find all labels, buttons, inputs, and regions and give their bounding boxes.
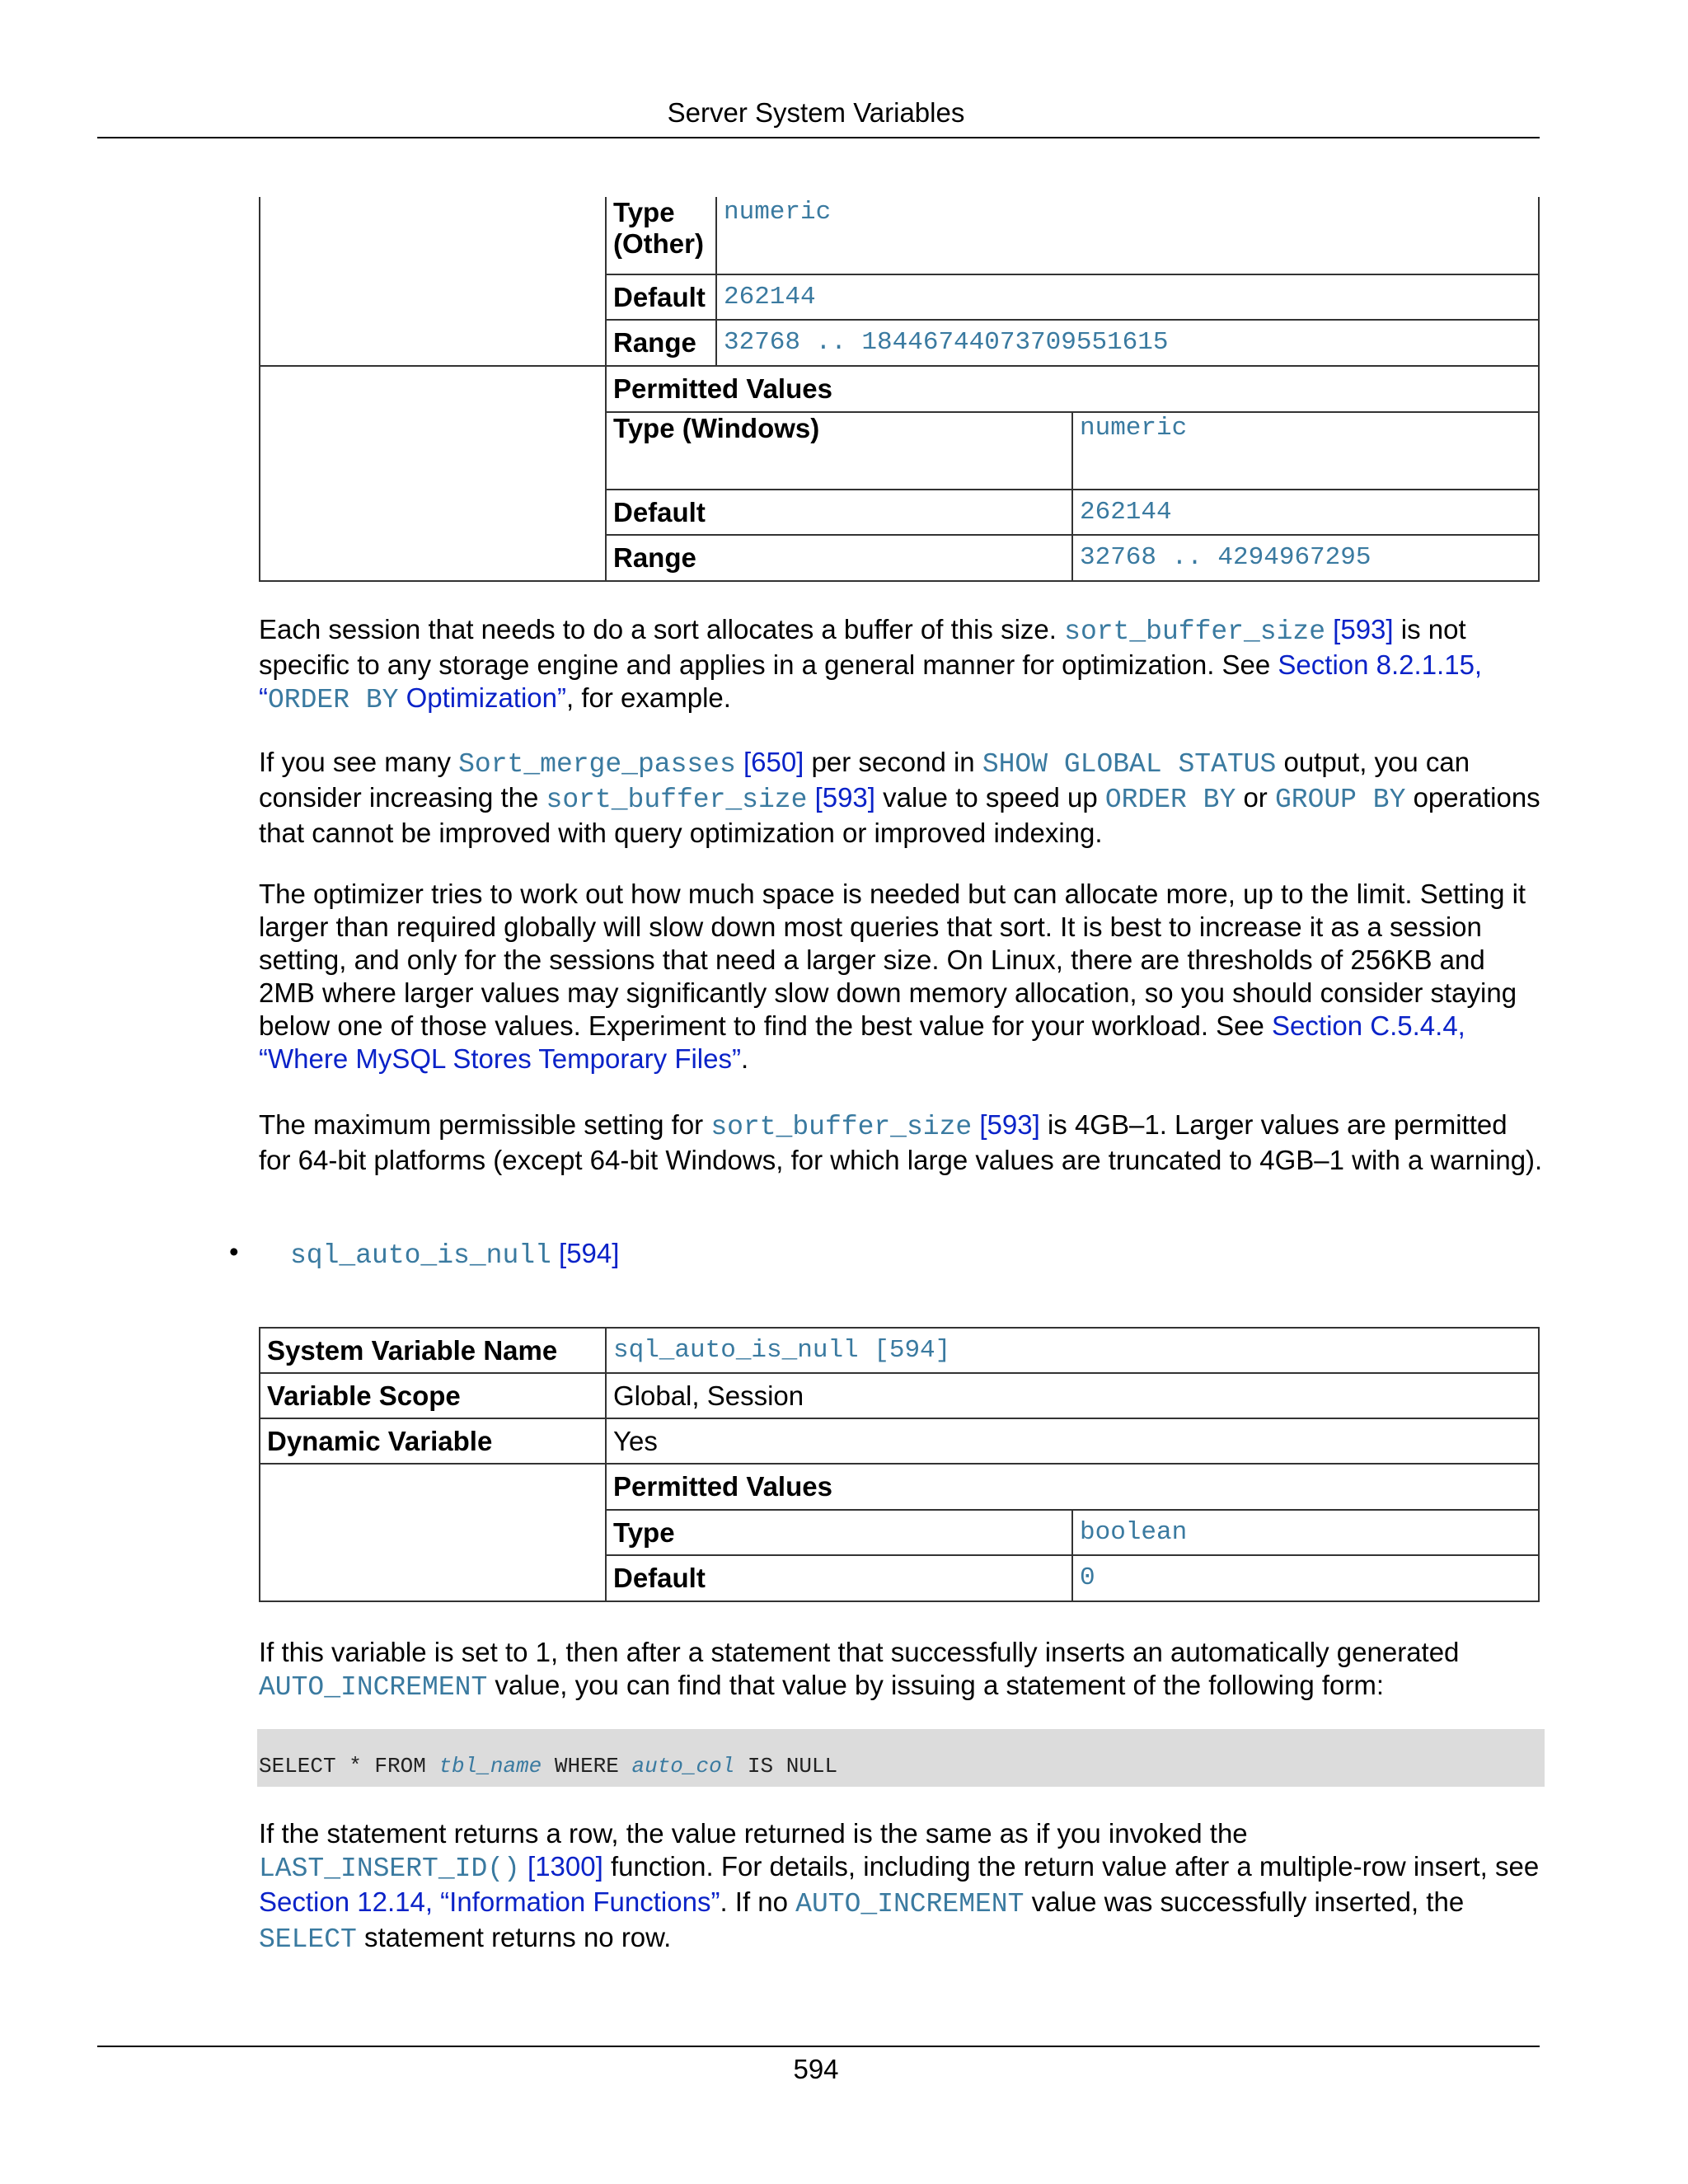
code-keyword: WHERE <box>542 1754 632 1779</box>
table-empty-cell <box>260 197 606 366</box>
row-label: Default <box>607 1555 1072 1601</box>
row-value: Global, Session <box>606 1373 1539 1418</box>
text: If this variable is set to 1, then after a statement that successfully inserts an automatically generated <box>259 1637 1460 1667</box>
text: is not specific to any storage engine and applies in a general manner for optimization. See <box>259 614 1466 680</box>
permitted-values <box>606 1464 1539 1601</box>
table-row <box>260 1418 1539 1464</box>
code-line <box>259 1754 837 1779</box>
table-row <box>607 320 1538 365</box>
row-value: numeric <box>716 197 1538 274</box>
table-header-row <box>607 367 1538 412</box>
text: If you see many <box>259 747 459 777</box>
row-label: Range <box>607 535 1072 580</box>
sort-buffer-size-table <box>259 197 1540 582</box>
text: . If no <box>720 1886 796 1917</box>
row-label: System Variable Name <box>260 1328 606 1373</box>
ref-link[interactable]: [650] <box>743 747 804 777</box>
ref-link[interactable]: [593] <box>814 782 875 813</box>
section-link[interactable]: Section C.5.4.4, “Where MySQL Stores Temporary Files” <box>259 1010 1465 1074</box>
text: value was successfully inserted, the <box>1024 1886 1465 1917</box>
row-label: Type (Other) <box>607 197 716 274</box>
code-show-global-status: SHOW GLOBAL STATUS <box>982 749 1277 780</box>
table-empty-cell <box>260 1464 606 1601</box>
table-row <box>260 1373 1539 1418</box>
ref-link[interactable]: [1300] <box>528 1851 603 1882</box>
code-sort-buffer-size[interactable]: sort_buffer_size <box>546 785 808 815</box>
row-label: Type (Windows) <box>607 412 1072 490</box>
text: value, you can find that value by issuing a statement of the following form: <box>487 1670 1385 1700</box>
code-sort-buffer-size[interactable]: sort_buffer_size <box>1064 616 1325 647</box>
row-value: 262144 <box>1072 490 1538 535</box>
paragraph-optimizer <box>259 878 1545 1076</box>
text: . <box>740 1043 749 1074</box>
table-row <box>607 197 1538 274</box>
row-value: numeric <box>1072 412 1538 490</box>
section-link[interactable]: Section 12.14, “Information Functions” <box>259 1886 720 1917</box>
text: is 4GB–1. Larger values are permitted for 64-bit platforms (except 64-bit Windows, for which large values are truncated to 4GB–1 with a warning). <box>259 1109 1543 1175</box>
text: If the statement returns a row, the value returned is the same as if you invoked the <box>259 1818 1248 1849</box>
code-sort-merge-passes[interactable]: Sort_merge_passes <box>458 749 736 780</box>
code-sql-auto-is-null[interactable]: sql_auto_is_null <box>290 1240 551 1271</box>
text: statement returns no row. <box>356 1922 672 1952</box>
text: or <box>1236 782 1275 813</box>
ref-link[interactable]: [593] <box>979 1109 1040 1140</box>
row-label: Default <box>607 274 716 320</box>
code-example <box>257 1729 1545 1787</box>
table-row <box>607 1555 1538 1601</box>
text: function. For details, including the return value after a multiple-row insert, see <box>603 1851 1540 1882</box>
code-auto-increment: AUTO_INCREMENT <box>795 1889 1025 1919</box>
ref-link[interactable]: [593] <box>1333 614 1394 644</box>
text: The maximum permissible setting for <box>259 1109 711 1140</box>
code-sort-buffer-size[interactable]: sort_buffer_size <box>710 1112 973 1142</box>
header-rule <box>97 137 1540 138</box>
row-label: Type <box>607 1510 1072 1555</box>
row-value: 32768 .. 4294967295 <box>1080 543 1372 572</box>
paragraph-auto-increment <box>259 1636 1545 1704</box>
table-empty-cell <box>260 366 606 581</box>
permitted-values-other <box>606 197 1539 366</box>
permitted-values-label: Permitted Values <box>607 367 1538 412</box>
text: Each session that needs to do a sort allocates a buffer of this size. <box>259 614 1065 644</box>
row-label: Default <box>607 490 1072 535</box>
table-row <box>607 535 1538 580</box>
table-row <box>607 274 1538 320</box>
row-value: Yes <box>606 1418 1539 1464</box>
ref-link[interactable]: [594] <box>559 1238 620 1268</box>
row-value: 262144 <box>716 274 1538 320</box>
table-header-row <box>607 1465 1538 1510</box>
row-value: boolean <box>1072 1510 1538 1555</box>
page-number: 594 <box>793 2054 839 2084</box>
text: output, you can consider increasing the <box>259 747 1470 813</box>
table-row <box>607 490 1538 535</box>
code-select: SELECT <box>259 1924 357 1955</box>
code-group-by: GROUP BY <box>1274 785 1406 815</box>
code-placeholder: tbl_name <box>438 1754 542 1779</box>
text: The optimizer tries to work out how much space is needed but can allocate more, up to the limit. Setting it larger than required globally will slow down most queries that sort. It is best to increase it as a session setting, and only for the sessions that need a larger size. On Linux, there are thresholds of 256KB and 2MB where larger values may significantly slow down memory allocation, so you should consider staying below one of those values. Experiment to find the best value for your workload. See <box>259 879 1526 1041</box>
running-header: Server System Variables <box>667 97 965 128</box>
code-placeholder: auto_col <box>631 1754 735 1779</box>
row-value: sql_auto_is_null [594] <box>606 1328 1539 1373</box>
permitted-values-windows <box>606 366 1539 581</box>
variable-heading-sql-auto-is-null <box>290 1238 619 1271</box>
text: per second in <box>804 747 982 777</box>
code-keyword: IS NULL <box>734 1754 838 1779</box>
footer-rule <box>97 2046 1540 2047</box>
row-label: Variable Scope <box>260 1373 606 1418</box>
section-link-quote[interactable]: “ <box>259 682 268 713</box>
section-link-code[interactable]: ORDER BY <box>268 685 399 715</box>
row-value: 32768 .. 18446744073709551615 <box>724 328 1169 357</box>
code-auto-increment: AUTO_INCREMENT <box>259 1672 488 1703</box>
sql-auto-is-null-table <box>259 1327 1540 1602</box>
text: , for example. <box>566 682 731 713</box>
permitted-values-label: Permitted Values <box>607 1465 1538 1510</box>
paragraph-maximum-setting <box>259 1108 1545 1177</box>
text: operations that cannot be improved with query optimization or improved indexing. <box>259 782 1540 848</box>
bullet-marker: • <box>229 1236 239 1267</box>
text: value to speed up <box>874 782 1105 813</box>
section-link[interactable]: Section 8.2.1.15, <box>1278 649 1483 680</box>
code-last-insert-id[interactable]: LAST_INSERT_ID() <box>259 1854 520 1884</box>
paragraph-sort-buffer-intro <box>259 613 1545 717</box>
code-keyword: SELECT * FROM <box>259 1754 439 1779</box>
paragraph-sort-merge-passes <box>259 746 1545 850</box>
section-link-title[interactable]: Optimization” <box>398 682 566 713</box>
table-row <box>260 1328 1539 1373</box>
row-value: 0 <box>1080 1563 1095 1592</box>
row-label: Dynamic Variable <box>260 1418 606 1464</box>
table-row <box>607 1510 1538 1555</box>
row-label: Range <box>607 320 716 365</box>
paragraph-last-insert-id <box>259 1817 1545 1957</box>
table-row <box>607 412 1538 490</box>
code-order-by: ORDER BY <box>1104 785 1236 815</box>
